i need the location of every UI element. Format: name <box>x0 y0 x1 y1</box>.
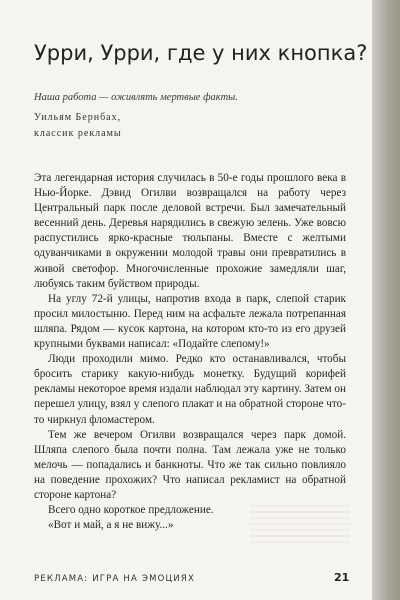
page-show-through <box>250 505 350 545</box>
epigraph-author-title: классик рекламы <box>34 128 122 139</box>
paragraph: На углу 72-й улицы, напротив входа в парк, слепой старик просил милостыню. Перед ним на асфальте лежала потрепанная шляпа. Рядом — кусок картона, на котором кто-то из его друзей крупными буквами написал: «Подайте слепому!» <box>34 292 346 351</box>
page-number: 21 <box>334 571 350 584</box>
epigraph-quote: Наша работа — оживлять мертвые факты. <box>34 92 238 103</box>
running-footer: РЕКЛАМА: ИГРА НА ЭМОЦИЯХ <box>34 574 195 584</box>
epigraph-author-name: Уильям Бернбах, <box>34 112 122 123</box>
paragraph: Люди проходили мимо. Редко кто останавливался, чтобы бросить старику какую-нибудь монетку. Будущий корифей рекламы некоторое время издали наблюдал эту картину. Затем он перешел улицу, взял у слепого плакат и на обратной стороне что-то чиркнул фломастером. <box>34 353 346 426</box>
epigraph-author <box>34 110 122 142</box>
paragraph: «Вот и май, а я не вижу...» <box>48 519 174 532</box>
paragraph: Эта легендарная история случилась в 50-е годы прошлого века в Нью-Йорке. Дэвид Огилви возвращался на работу через Центральный парк после деловой встречи. Был замечательный весенний день. Деревья нарядились в свежую зелень. Уже вовсю распустились ярко-красные тюльпаны. Вместе с желтыми одуванчиками в окружении молодой травы они превратились в живой светофор. Многочисленные прохожие замедляли шаг, любуясь таким буйством природы. <box>34 172 346 290</box>
paragraph: Тем же вечером Огилви возвращался через парк домой. Шляпа слепого была почти полна. Там лежала уже не только мелочь — попадались и банкноты. Что же так сильно повлияло на поведение прохожих? Что написал рекламист на обратной стороне картона? <box>34 428 346 501</box>
body-text <box>34 171 346 533</box>
chapter-title: Урри, Урри, где у них кнопка? <box>34 41 368 65</box>
page-edge <box>372 0 400 600</box>
paragraph: Всего одно короткое предложение. <box>48 504 214 517</box>
